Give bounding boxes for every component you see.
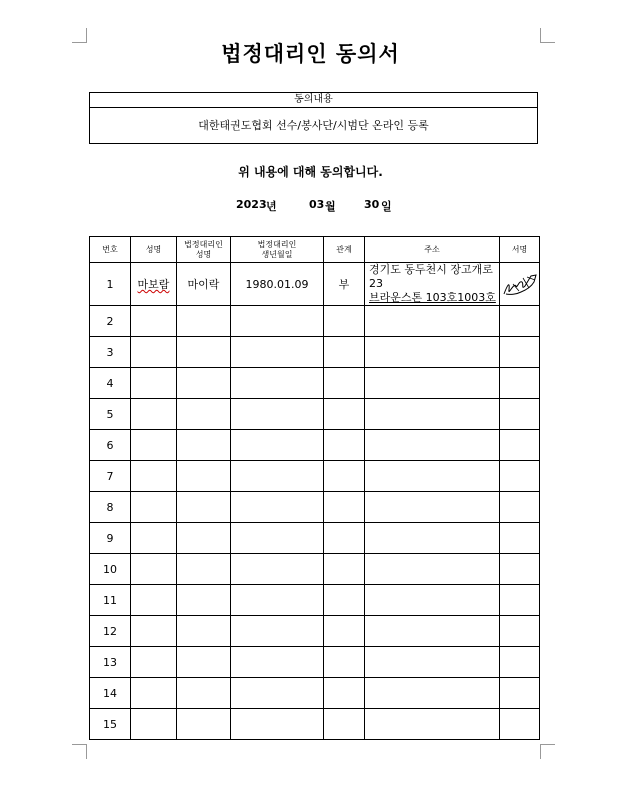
agreement-statement: 위 내용에 대해 동의합니다. — [238, 165, 383, 179]
row-guardian-birth[interactable] — [231, 523, 324, 554]
table-row — [90, 461, 540, 492]
date-month: 03 — [309, 198, 325, 211]
row-signature[interactable] — [500, 263, 540, 306]
row-guardian-name[interactable] — [177, 368, 231, 399]
row-number: 2 — [90, 306, 131, 337]
row-relation[interactable] — [324, 554, 365, 585]
row-number: 10 — [90, 554, 131, 585]
row-number: 8 — [90, 492, 131, 523]
row-address[interactable] — [365, 709, 500, 740]
row-signature[interactable] — [500, 585, 540, 616]
header-name: 성명 — [131, 237, 177, 263]
row-signature[interactable] — [500, 678, 540, 709]
table-row — [90, 492, 540, 523]
row-number: 6 — [90, 430, 131, 461]
row-number: 7 — [90, 461, 131, 492]
row-guardian-birth[interactable] — [231, 337, 324, 368]
row-number: 5 — [90, 399, 131, 430]
row-relation[interactable] — [324, 585, 365, 616]
table-row — [90, 337, 540, 368]
address-line-1 — [369, 263, 499, 291]
row-address[interactable] — [365, 492, 500, 523]
row-address[interactable] — [365, 678, 500, 709]
header-relation: 관계 — [324, 237, 365, 263]
row-signature[interactable] — [500, 554, 540, 585]
address-line-2-text: 브라운스톤 103호1003호 — [369, 291, 496, 304]
table-row — [90, 306, 540, 337]
consent-header: 동의내용 — [90, 93, 537, 108]
row-address[interactable] — [365, 430, 500, 461]
row-guardian-birth[interactable] — [231, 709, 324, 740]
row-guardian-name[interactable] — [177, 647, 231, 678]
row-guardian-birth[interactable]: 1980.01.09 — [231, 263, 324, 306]
table-row — [90, 430, 540, 461]
row-address[interactable] — [365, 263, 500, 306]
row-name[interactable] — [131, 678, 177, 709]
row-number: 15 — [90, 709, 131, 740]
table-row — [90, 616, 540, 647]
row-signature[interactable] — [500, 337, 540, 368]
row-name[interactable] — [131, 616, 177, 647]
row-guardian-name[interactable] — [177, 461, 231, 492]
row-address[interactable] — [365, 368, 500, 399]
row-guardian-birth[interactable] — [231, 492, 324, 523]
row-guardian-birth[interactable] — [231, 585, 324, 616]
row-relation[interactable] — [324, 430, 365, 461]
row-address[interactable] — [365, 523, 500, 554]
row-address[interactable] — [365, 461, 500, 492]
date-month-unit: 월 — [325, 200, 336, 213]
header-signature: 서명 — [500, 237, 540, 263]
row-name[interactable] — [131, 337, 177, 368]
row-guardian-birth[interactable] — [231, 430, 324, 461]
row-signature[interactable] — [500, 461, 540, 492]
row-name[interactable] — [131, 461, 177, 492]
row-guardian-name[interactable] — [177, 399, 231, 430]
row-guardian-name[interactable] — [177, 616, 231, 647]
row-address[interactable] — [365, 399, 500, 430]
row-signature[interactable] — [500, 368, 540, 399]
header-guardian-name: 법정대리인 성명 — [177, 237, 231, 263]
row-relation[interactable] — [324, 399, 365, 430]
row-signature[interactable] — [500, 399, 540, 430]
row-address[interactable] — [365, 647, 500, 678]
row-number: 14 — [90, 678, 131, 709]
row-name[interactable] — [131, 709, 177, 740]
row-guardian-birth[interactable] — [231, 399, 324, 430]
row-number: 3 — [90, 337, 131, 368]
row-guardian-name[interactable] — [177, 492, 231, 523]
row-signature[interactable] — [500, 523, 540, 554]
row-name[interactable] — [131, 399, 177, 430]
row-relation[interactable] — [324, 306, 365, 337]
row-signature[interactable] — [500, 430, 540, 461]
row-guardian-birth[interactable] — [231, 616, 324, 647]
row-signature[interactable] — [500, 306, 540, 337]
date-year-unit: 년 — [266, 200, 277, 213]
row-signature[interactable] — [500, 492, 540, 523]
row-guardian-birth[interactable] — [231, 647, 324, 678]
row-guardian-name[interactable] — [177, 523, 231, 554]
row-relation[interactable] — [324, 461, 365, 492]
row-number: 9 — [90, 523, 131, 554]
table-row — [90, 368, 540, 399]
row-address[interactable] — [365, 616, 500, 647]
address-line-2 — [369, 291, 499, 305]
row-name[interactable] — [131, 647, 177, 678]
row-guardian-birth[interactable] — [231, 306, 324, 337]
consent-body: 대한태권도협회 선수/봉사단/시범단 온라인 등록 — [198, 119, 429, 132]
row-relation[interactable] — [324, 647, 365, 678]
row-name[interactable] — [131, 554, 177, 585]
document-title: 법정대리인 동의서 — [221, 42, 400, 66]
row-number: 13 — [90, 647, 131, 678]
row-name[interactable] — [131, 306, 177, 337]
row-address[interactable] — [365, 306, 500, 337]
row-number: 11 — [90, 585, 131, 616]
row-name-text: 마보람 — [137, 278, 170, 291]
row-relation[interactable]: 부 — [324, 263, 365, 306]
header-address: 주소 — [365, 237, 500, 263]
row-name[interactable] — [131, 585, 177, 616]
header-number: 번호 — [90, 237, 131, 263]
crop-mark-bottom-right — [540, 744, 555, 759]
date-day-unit: 일 — [381, 200, 392, 213]
row-name[interactable] — [131, 368, 177, 399]
table-row — [90, 585, 540, 616]
date-year: 2023 — [236, 198, 267, 211]
table-row — [90, 709, 540, 740]
row-guardian-name[interactable]: 마이락 — [177, 263, 231, 306]
table-row — [90, 263, 540, 306]
row-address[interactable] — [365, 554, 500, 585]
row-signature[interactable] — [500, 709, 540, 740]
row-guardian-birth[interactable] — [231, 554, 324, 585]
row-guardian-name[interactable] — [177, 709, 231, 740]
row-address[interactable] — [365, 585, 500, 616]
date-day: 30 — [364, 198, 380, 211]
table-row — [90, 399, 540, 430]
row-number: 1 — [90, 263, 131, 306]
consent-box — [89, 92, 538, 144]
row-relation[interactable] — [324, 368, 365, 399]
table-row — [90, 678, 540, 709]
row-signature[interactable] — [500, 616, 540, 647]
row-relation[interactable] — [324, 337, 365, 368]
table-row — [90, 647, 540, 678]
row-guardian-name[interactable] — [177, 306, 231, 337]
table-row — [90, 554, 540, 585]
row-relation[interactable] — [324, 709, 365, 740]
table-row — [90, 523, 540, 554]
row-relation[interactable] — [324, 616, 365, 647]
row-guardian-name[interactable] — [177, 678, 231, 709]
row-name[interactable] — [131, 263, 177, 306]
row-name[interactable] — [131, 492, 177, 523]
guardian-table — [89, 236, 540, 740]
crop-mark-bottom-left — [72, 744, 87, 759]
row-number: 12 — [90, 616, 131, 647]
row-guardian-name[interactable] — [177, 430, 231, 461]
signature-icon — [501, 268, 539, 298]
row-relation[interactable] — [324, 523, 365, 554]
row-relation[interactable] — [324, 492, 365, 523]
row-guardian-birth[interactable] — [231, 461, 324, 492]
row-guardian-name[interactable] — [177, 554, 231, 585]
row-relation[interactable] — [324, 678, 365, 709]
row-signature[interactable] — [500, 647, 540, 678]
row-guardian-name[interactable] — [177, 337, 231, 368]
row-guardian-birth[interactable] — [231, 368, 324, 399]
row-guardian-birth[interactable] — [231, 678, 324, 709]
row-number: 4 — [90, 368, 131, 399]
table-header-row — [90, 237, 540, 263]
row-address[interactable] — [365, 337, 500, 368]
address-line-1-text: 경기도 동두천시 장고개로23 — [369, 263, 493, 290]
header-guardian-birth: 법정대리인 생년월일 — [231, 237, 324, 263]
row-guardian-name[interactable] — [177, 585, 231, 616]
row-name[interactable] — [131, 430, 177, 461]
row-name[interactable] — [131, 523, 177, 554]
